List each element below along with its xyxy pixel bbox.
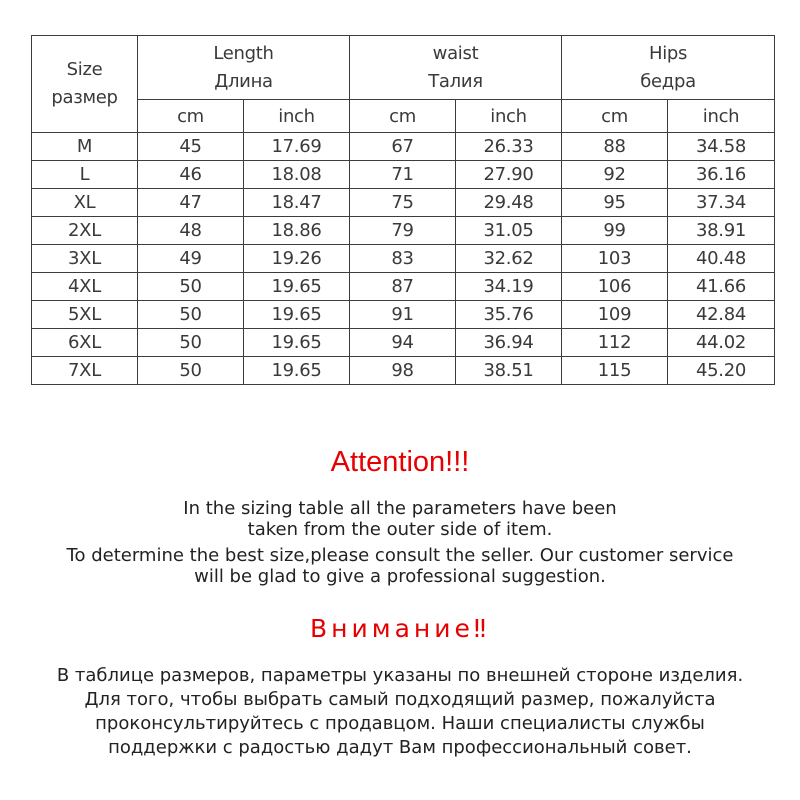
table-cell: 45 xyxy=(138,133,244,161)
size-cell: L xyxy=(32,161,138,189)
table-cell: 40.48 xyxy=(668,245,775,273)
table-row xyxy=(32,245,775,273)
unit-header: cm xyxy=(138,100,244,133)
table-cell: 50 xyxy=(138,301,244,329)
attention-line: In the sizing table all the parameters have been xyxy=(183,498,617,519)
table-cell: 99 xyxy=(562,217,668,245)
waist-group-header xyxy=(350,36,562,100)
attention-line: To determine the best size,please consult the seller. Our customer service xyxy=(66,545,734,566)
table-row xyxy=(32,301,775,329)
table-cell: 29.48 xyxy=(456,189,562,217)
table-cell: 115 xyxy=(562,357,668,385)
table-cell: 50 xyxy=(138,357,244,385)
table-cell: 19.26 xyxy=(244,245,350,273)
table-row xyxy=(32,189,775,217)
table-cell: 18.86 xyxy=(244,217,350,245)
unit-header: inch xyxy=(456,100,562,133)
table-unit-header-row xyxy=(32,100,775,133)
table-row xyxy=(32,217,775,245)
table-row xyxy=(32,329,775,357)
table-cell: 79 xyxy=(350,217,456,245)
table-cell: 31.05 xyxy=(456,217,562,245)
table-cell: 38.51 xyxy=(456,357,562,385)
size-cell: 7XL xyxy=(32,357,138,385)
table-row xyxy=(32,357,775,385)
table-cell: 36.16 xyxy=(668,161,775,189)
table-cell: 75 xyxy=(350,189,456,217)
table-cell: 18.47 xyxy=(244,189,350,217)
table-cell: 95 xyxy=(562,189,668,217)
table-cell: 41.66 xyxy=(668,273,775,301)
table-cell: 47 xyxy=(138,189,244,217)
table-cell: 88 xyxy=(562,133,668,161)
table-cell: 19.65 xyxy=(244,357,350,385)
table-cell: 50 xyxy=(138,273,244,301)
waist-header-ru: Талия xyxy=(428,70,483,92)
hips-header-ru: бедра xyxy=(640,70,696,92)
table-group-header-row xyxy=(32,36,775,100)
size-cell: 3XL xyxy=(32,245,138,273)
hips-header-en: Hips xyxy=(648,42,688,64)
table-cell: 26.33 xyxy=(456,133,562,161)
table-cell: 34.58 xyxy=(668,133,775,161)
table-cell: 112 xyxy=(562,329,668,357)
unit-header: inch xyxy=(668,100,775,133)
table-cell: 92 xyxy=(562,161,668,189)
table-cell: 38.91 xyxy=(668,217,775,245)
table-cell: 50 xyxy=(138,329,244,357)
attention-line: taken from the outer side of item. xyxy=(247,519,553,540)
table-cell: 67 xyxy=(350,133,456,161)
size-column-header xyxy=(32,36,138,133)
table-cell: 109 xyxy=(562,301,668,329)
table-cell: 27.90 xyxy=(456,161,562,189)
table-cell: 37.34 xyxy=(668,189,775,217)
attention-title: Attention!!! xyxy=(330,446,470,478)
table-cell: 106 xyxy=(562,273,668,301)
table-cell: 45.20 xyxy=(668,357,775,385)
size-cell: 4XL xyxy=(32,273,138,301)
table-cell: 71 xyxy=(350,161,456,189)
attention-line: will be glad to give a professional suggestion. xyxy=(194,566,606,587)
table-cell: 83 xyxy=(350,245,456,273)
table-cell: 48 xyxy=(138,217,244,245)
table-cell: 19.65 xyxy=(244,273,350,301)
size-cell: M xyxy=(32,133,138,161)
unit-header: cm xyxy=(350,100,456,133)
size-cell: 6XL xyxy=(32,329,138,357)
attention-line-ru: поддержки с радостью дадут Вам профессиональный совет. xyxy=(108,737,692,758)
table-row xyxy=(32,133,775,161)
table-row xyxy=(32,273,775,301)
size-header-en: Size xyxy=(66,59,103,80)
table-cell: 42.84 xyxy=(668,301,775,329)
table-cell: 98 xyxy=(350,357,456,385)
attention-paragraph-ru xyxy=(0,664,800,760)
length-header-en: Length xyxy=(213,42,274,64)
size-cell: 2XL xyxy=(32,217,138,245)
attention-line-ru: проконсультируйтесь с продавцом. Наши специалисты службы xyxy=(95,713,705,734)
table-cell: 36.94 xyxy=(456,329,562,357)
waist-header-en: waist xyxy=(432,42,479,64)
table-cell: 103 xyxy=(562,245,668,273)
attention-title-ru: Внимание‼ xyxy=(309,614,491,643)
table-cell: 49 xyxy=(138,245,244,273)
table-cell: 91 xyxy=(350,301,456,329)
size-cell: XL xyxy=(32,189,138,217)
table-cell: 32.62 xyxy=(456,245,562,273)
length-header-ru: Длина xyxy=(214,70,273,92)
table-cell: 19.65 xyxy=(244,329,350,357)
table-cell: 18.08 xyxy=(244,161,350,189)
attention-paragraph-1 xyxy=(0,498,800,540)
table-cell: 35.76 xyxy=(456,301,562,329)
table-cell: 17.69 xyxy=(244,133,350,161)
table-cell: 87 xyxy=(350,273,456,301)
table-row xyxy=(32,161,775,189)
size-header-ru: размер xyxy=(51,87,118,108)
unit-header: inch xyxy=(244,100,350,133)
unit-header: cm xyxy=(562,100,668,133)
table-cell: 44.02 xyxy=(668,329,775,357)
attention-paragraph-2 xyxy=(0,545,800,587)
size-cell: 5XL xyxy=(32,301,138,329)
attention-line-ru: В таблице размеров, параметры указаны по внешней стороне изделия. xyxy=(56,665,744,686)
table-cell: 34.19 xyxy=(456,273,562,301)
table-cell: 94 xyxy=(350,329,456,357)
table-cell: 46 xyxy=(138,161,244,189)
attention-line-ru: Для того, чтобы выбрать самый подходящий размер, пожалуйста xyxy=(84,689,716,710)
size-chart-table xyxy=(31,35,775,385)
hips-group-header xyxy=(562,36,775,100)
length-group-header xyxy=(138,36,350,100)
table-cell: 19.65 xyxy=(244,301,350,329)
